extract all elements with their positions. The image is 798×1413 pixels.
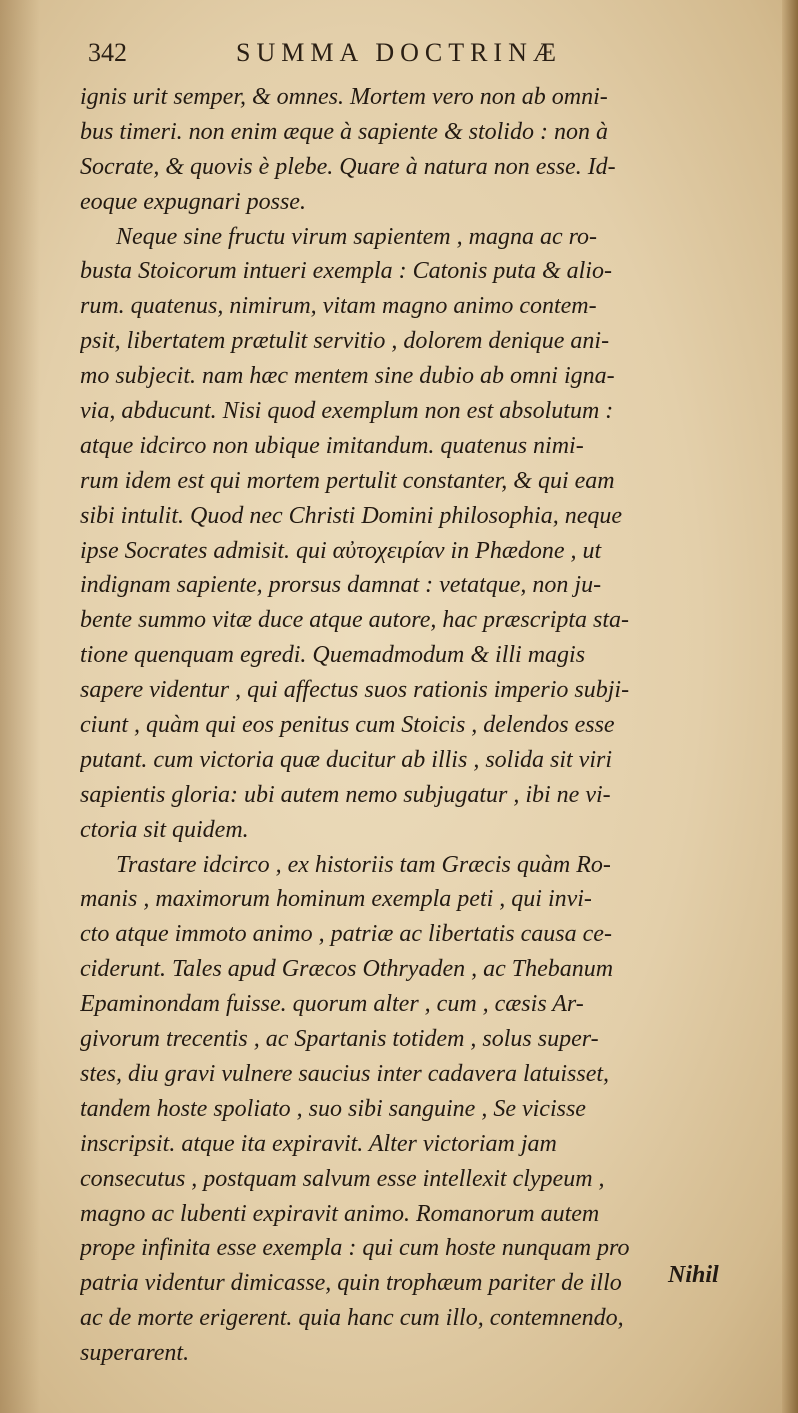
text-line: indignam sapiente, prorsus damnat : vetatque, non ju- bbox=[80, 572, 602, 599]
text-line: sibi intulit. Quod nec Christi Domini philosophia, neque bbox=[80, 502, 622, 529]
text-line: putant. cum victoria quæ ducitur ab illis , solida sit viri bbox=[80, 746, 612, 773]
text-line: ciderunt. Tales apud Græcos Othryaden , ac Thebanum bbox=[80, 956, 614, 983]
text-line: ignis urit semper, & omnes. Mortem vero non ab omni- bbox=[80, 84, 608, 110]
text-line: tandem hoste spoliato , suo sibi sanguine , Se vicisse bbox=[80, 1095, 586, 1122]
text-line: stes, diu gravi vulnere saucius inter cadavera latuisset, bbox=[80, 1060, 610, 1087]
text-line: atque idcirco non ubique imitandum. quatenus nimi- bbox=[80, 432, 584, 459]
text-line: consecutus , postquam salvum esse intellexit clypeum , bbox=[80, 1165, 605, 1192]
text-line: patria videntur dimicasse, quin trophæum pariter de illo bbox=[80, 1270, 622, 1297]
text-line: Socrate, & quovis è plebe. Quare à natura non esse. Id- bbox=[80, 153, 616, 180]
text-line: sapientis gloria: ubi autem nemo subjugatur , ibi ne vi- bbox=[80, 781, 611, 808]
text-line: givorum trecentis , ac Spartanis totidem , solus super- bbox=[80, 1026, 599, 1053]
paragraph-start-line: Trastare idcirco , ex historiis tam Græcis quàm Ro- bbox=[116, 851, 611, 878]
page-header bbox=[88, 38, 768, 78]
text-line: ipse Socrates admisit. qui αὐτοχειρίαν in Phædone , ut bbox=[80, 537, 602, 564]
text-line: ac de morte erigerent. quia hanc cum illo, contemnendo, bbox=[80, 1305, 624, 1332]
text-line: busta Stoicorum intueri exempla : Catonis puta & alio- bbox=[80, 258, 612, 285]
text-line: ctoria sit quidem. bbox=[80, 816, 249, 843]
text-line: ciunt , quàm qui eos penitus cum Stoicis , delendos esse bbox=[80, 712, 615, 739]
text-line: inscripsit. atque ita expiravit. Alter victoriam jam bbox=[80, 1130, 557, 1157]
text-line: Epaminondam fuisse. quorum alter , cum , cæsis Ar- bbox=[80, 991, 584, 1018]
text-line: magno ac lubenti expiravit animo. Romanorum autem bbox=[80, 1200, 600, 1227]
text-line: mo subjecit. nam hæc mentem sine dubio ab omni igna- bbox=[80, 363, 615, 390]
text-line: rum idem est qui mortem pertulit constanter, & qui eam bbox=[80, 467, 615, 494]
text-line: sapere videntur , qui affectus suos rationis imperio subji- bbox=[80, 677, 630, 704]
text-line: bente summo vitæ duce atque autore, hac præscripta sta- bbox=[80, 607, 630, 634]
catchword: Nihil bbox=[668, 1262, 719, 1288]
paragraph-start-line: Neque sine fructu virum sapientem , magna ac ro- bbox=[116, 223, 598, 250]
text-block bbox=[80, 80, 770, 1371]
text-line: prope infinita esse exempla : qui cum hoste nunquam pro bbox=[80, 1235, 630, 1262]
text-line: tione quenquam egredi. Quemadmodum & illi magis bbox=[80, 642, 586, 669]
page-edge bbox=[782, 0, 798, 1413]
text-line: eoque expugnari posse. bbox=[80, 188, 306, 215]
text-line: manis , maximorum hominum exempla peti , qui invi- bbox=[80, 886, 592, 913]
gutter-shadow bbox=[0, 0, 40, 1413]
text-line: superarent. bbox=[80, 1340, 190, 1367]
text-line: bus timeri. non enim æque à sapiente & stolido : non à bbox=[80, 118, 608, 145]
text-line: cto atque immoto animo , patriæ ac libertatis causa ce- bbox=[80, 921, 612, 948]
page-number: 342 bbox=[88, 38, 127, 67]
text-line: psit, libertatem prætulit servitio , dolorem denique ani- bbox=[80, 328, 610, 355]
text-line: rum. quatenus, nimirum, vitam magno animo contem- bbox=[80, 293, 597, 320]
running-head: SUMMA DOCTRINÆ bbox=[236, 38, 562, 67]
text-line: via, abducunt. Nisi quod exemplum non est absolutum : bbox=[80, 398, 614, 425]
